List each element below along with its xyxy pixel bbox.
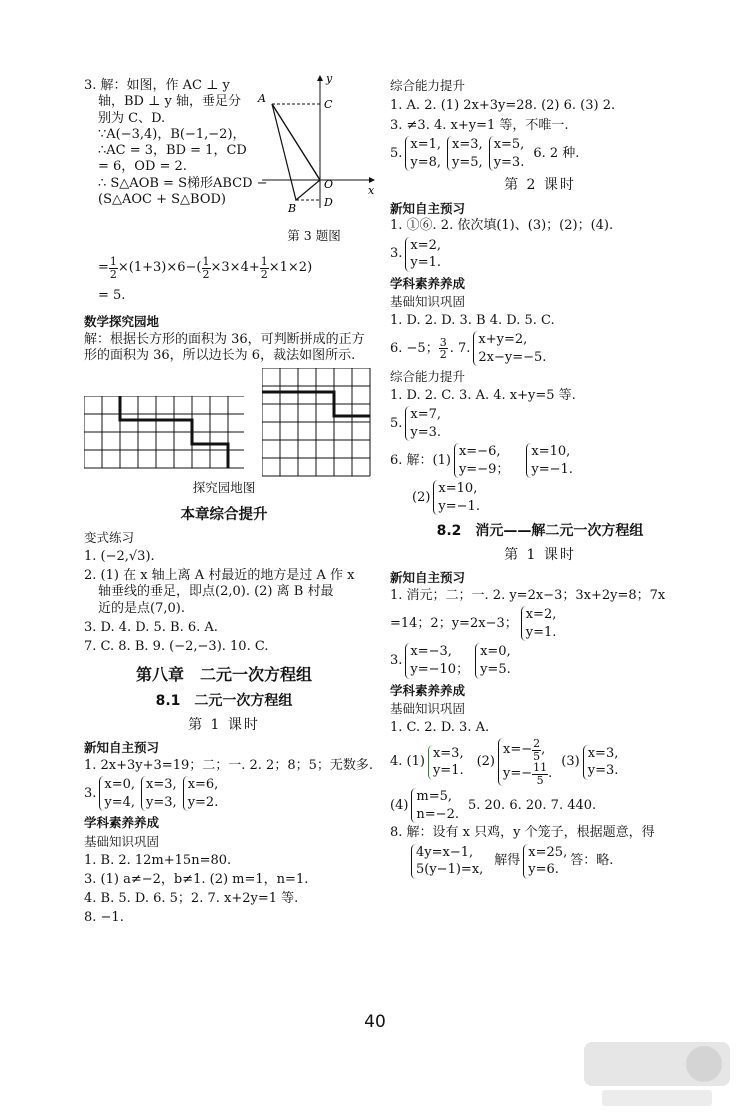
review-line-1: 2. (1) 在 x 轴上离 A 村最近的地方是过 A 作 x xyxy=(84,568,355,584)
explore-text-2: 形的面积为 36，所以边长为 6，裁法如图所示. xyxy=(84,347,356,363)
right-top-line-0: 1. A. 2. (1) 2x+3y=28. (2) 6. (3) 2. xyxy=(390,97,616,113)
fig-label-x: x xyxy=(368,184,375,197)
l2-q7-system: x+y=2, 2x−y=−5. xyxy=(473,331,546,366)
half-fraction-1: $\frac{1}{2}$ xyxy=(109,255,117,281)
s82-q4-4-system: m=5, n=−2. xyxy=(411,788,459,823)
s82-q3-system-2: x=0, y=5. xyxy=(475,643,511,678)
s82-line2-system: x=2, y=1. xyxy=(521,606,557,641)
system-3: x=6, y=2. xyxy=(183,776,219,811)
s82-q3: 3. x=−3, y=−10； x=0, y=5. xyxy=(390,644,511,677)
l2-basics-title: 基础知识巩固 xyxy=(390,294,466,310)
basics-title: 基础知识巩固 xyxy=(84,833,160,849)
preview-title: 新知自主预习 xyxy=(84,740,160,756)
p3-line-1: 轴，BD ⊥ y 轴，垂足分 xyxy=(98,94,241,110)
s82-q3-system-1: x=−3, y=−10； xyxy=(405,643,469,678)
l2-q6-2-system: x=10, y=−1. xyxy=(433,480,480,515)
l2-q3: 3. x=2, y=1. xyxy=(390,237,442,271)
l2-preview-title: 新知自主预习 xyxy=(390,200,466,216)
p3-line-6: ∴ S△AOB = S梯形ABCD − xyxy=(98,175,268,191)
lesson-2-title: 第 2 课时 xyxy=(504,177,576,194)
s82-q8-system: 4y=x−1, 5(y−1)=x, xyxy=(411,844,483,879)
fig-label-C: C xyxy=(324,98,333,111)
s82-q4-2-system: x=− $\frac{2}{5}$ , y=− $\frac{11}{5}$ . xyxy=(498,738,552,786)
p3-line-5: = 6，OD = 2. xyxy=(98,159,187,175)
calc-mid-1: ×(1+3)×6−( xyxy=(117,259,202,275)
explore-title: 数学探究园地 xyxy=(84,314,160,329)
literacy-title: 学科素养养成 xyxy=(84,815,160,831)
fig-label-D: D xyxy=(324,196,333,209)
review-line-5: 7. C. 8. B. 9. (−2,−3). 10. C. xyxy=(84,639,269,655)
ch8-line-3: 8. −1. xyxy=(84,910,124,926)
q5-system-1: x=1, y=8, xyxy=(405,136,441,171)
lesson-1-title: 第 1 课时 xyxy=(188,716,260,733)
explore-figures xyxy=(84,368,364,498)
right-q5: 5. x=1, y=8, x=3, y=5, x=5, y=3. 6. 2 种. xyxy=(390,137,580,170)
s82-lesson-title: 第 1 课时 xyxy=(504,546,576,563)
p3-line-2: 别为 C、D. xyxy=(98,110,166,126)
l2-q6-system-1: x=−6, y=−9； xyxy=(454,443,509,478)
s82-line-2: =14；2；y=2x−3； x=2, y=1. xyxy=(390,607,557,640)
calc-mid-3: ×1×2) xyxy=(268,259,313,275)
s82-basics-title: 基础知识巩固 xyxy=(390,701,466,717)
comprehensive-title: 综合能力提升 xyxy=(390,78,466,93)
s82-q8-line-1: 8. 解：设有 x 只鸡，y 个笼子，根据题意，得 xyxy=(390,825,655,841)
l2-q3-system: x=2, y=1. xyxy=(405,237,441,272)
s82-basic-line: 1. C. 2. D. 3. A. xyxy=(390,719,490,735)
watermark-logo xyxy=(582,1040,732,1110)
l2-comp-line: 1. D. 2. C. 3. A. 4. x+y=5 等. xyxy=(390,387,576,403)
preview-q3 xyxy=(84,776,364,811)
p3-line-4: ∴AC = 3，BD = 1，CD xyxy=(98,143,247,158)
ch8-line-1: 3. (1) a≠−2，b≠1. (2) m=1，n=1. xyxy=(84,871,309,887)
left-column xyxy=(84,72,375,927)
s82-literacy-title: 学科素养养成 xyxy=(390,682,466,698)
review-line-3: 近的是点(7,0). xyxy=(98,600,185,616)
half-fraction-3: $\frac{1}{2}$ xyxy=(260,255,268,281)
chapter-review-title: 本章综合提升 xyxy=(180,507,268,524)
review-line-2: 轴垂线的垂足，即点(2,0). (2) 离 B 村最 xyxy=(98,584,334,600)
figure-3-caption: 第 3 题图 xyxy=(287,228,341,243)
coordinate-figure xyxy=(252,72,382,212)
calc-mid-2: ×3×4+ xyxy=(210,259,260,275)
ch8-line-2: 4. B. 5. D. 6. 5；2. 7. x+2y=1 等. xyxy=(84,891,299,907)
l2-q5-system: x=7, y=3. xyxy=(405,406,441,441)
s82-preview-title: 新知自主预习 xyxy=(390,570,466,586)
p3-line-7: (S△AOC + S△BOD) xyxy=(98,191,226,207)
l2-comprehensive-title: 综合能力提升 xyxy=(390,369,466,385)
l2-q6-fraction: $\frac{3}{2}$ xyxy=(439,335,447,362)
fig-label-y: y xyxy=(326,72,333,85)
explore-text-1: 解：根据长方形的面积为 36，可判断拼成的正方 xyxy=(84,331,365,347)
square-grid-figure xyxy=(262,368,372,478)
calc-eq: = xyxy=(98,259,109,275)
l2-line-1: 1. ①⑥. 2. 依次填(1)、(3)；(2)；(4). xyxy=(390,218,614,234)
right-column xyxy=(390,78,690,881)
system-1: x=0, y=4, xyxy=(99,776,135,811)
right-top-line-1: 3. ≠3. 4. x+y=1 等，不唯一. xyxy=(390,117,569,133)
preview-q3-label: 3. xyxy=(84,785,97,801)
review-line-0: 1. (−2,√3). xyxy=(84,548,155,564)
p3-calc-line xyxy=(98,256,312,280)
l2-q5: 5. x=7, y=3. xyxy=(390,407,442,440)
fig-label-A: A xyxy=(258,92,266,105)
system-2: x=3, y=3, xyxy=(141,776,177,811)
s82-q4: 4. (1) x=3, y=1. (2) x=− $\frac{2}{5}$ , y=− $\frac{11}{5}$ . (3) x=3, y=3. xyxy=(390,737,619,787)
problem-3-block xyxy=(84,72,375,310)
s82-q8-result: x=25, y=6. xyxy=(523,844,567,879)
explore-caption: 探究园地图 xyxy=(192,480,256,496)
l2-q6-2: (2) x=10, y=−1. xyxy=(412,481,480,514)
s82-q4-3-system: x=3, y=3. xyxy=(583,745,619,780)
l2-literacy-title: 学科素养养成 xyxy=(390,275,466,291)
preview-line-1: 1. 2x+3y+3=19；二；一. 2. 2；8；5；无数多. xyxy=(84,758,373,773)
q5-tail: 6. 2 种. xyxy=(533,145,580,161)
q5-system-3: x=5, y=3. xyxy=(489,136,525,171)
rectangle-grid-figure xyxy=(84,396,244,472)
l2-basic-line: 1. D. 2. D. 3. B 4. D. 5. C. xyxy=(390,312,555,328)
p3-result: = 5. xyxy=(98,288,126,303)
half-fraction-2: $\frac{1}{2}$ xyxy=(202,255,210,281)
ch8-line-0: 1. B. 2. 12m+15n=80. xyxy=(84,852,232,868)
l2-q6-system-2: x=10, y=−1. xyxy=(526,443,573,478)
fig-label-B: B xyxy=(288,202,297,212)
l2-q6: 6. 解：(1) x=−6, y=−9； x=10, y=−1. xyxy=(390,444,573,477)
s82-q8-systems: 4y=x−1, 5(y−1)=x, 解得 x=25, y=6. 答：略. xyxy=(390,844,690,879)
q5-system-2: x=3, y=5, xyxy=(447,136,483,171)
s82-q4-1-system: x=3, y=1. xyxy=(428,745,464,780)
page-number: 40 xyxy=(364,1012,386,1032)
p3-line-3: ∵A(−3,4)，B(−1,−2)， xyxy=(98,126,246,142)
l2-q6-q7: 6. −5； $\frac{3}{2}$ . 7. x+y=2, 2x−y=−5. xyxy=(390,332,547,365)
s82-q4-4: (4) m=5, n=−2. 5. 20. 6. 20. 7. 440. xyxy=(390,789,597,822)
chapter-8-title: 第八章 二元一次方程组 xyxy=(135,665,312,685)
review-line-4: 3. D. 4. D. 5. B. 6. A. xyxy=(84,619,218,635)
section-8-1-title: 8.1 二元一次方程组 xyxy=(155,693,293,710)
fig-label-O: O xyxy=(324,178,334,191)
p3-line-0: 3. 解：如图，作 AC ⊥ y xyxy=(84,78,230,93)
section-8-2-title: 8.2 消元——解二元一次方程组 xyxy=(436,523,644,540)
variant-practice-title: 变式练习 xyxy=(84,530,135,546)
s82-line-1: 1. 消元；二；一. 2. y=2x−3；3x+2y=8；7x xyxy=(390,588,666,604)
